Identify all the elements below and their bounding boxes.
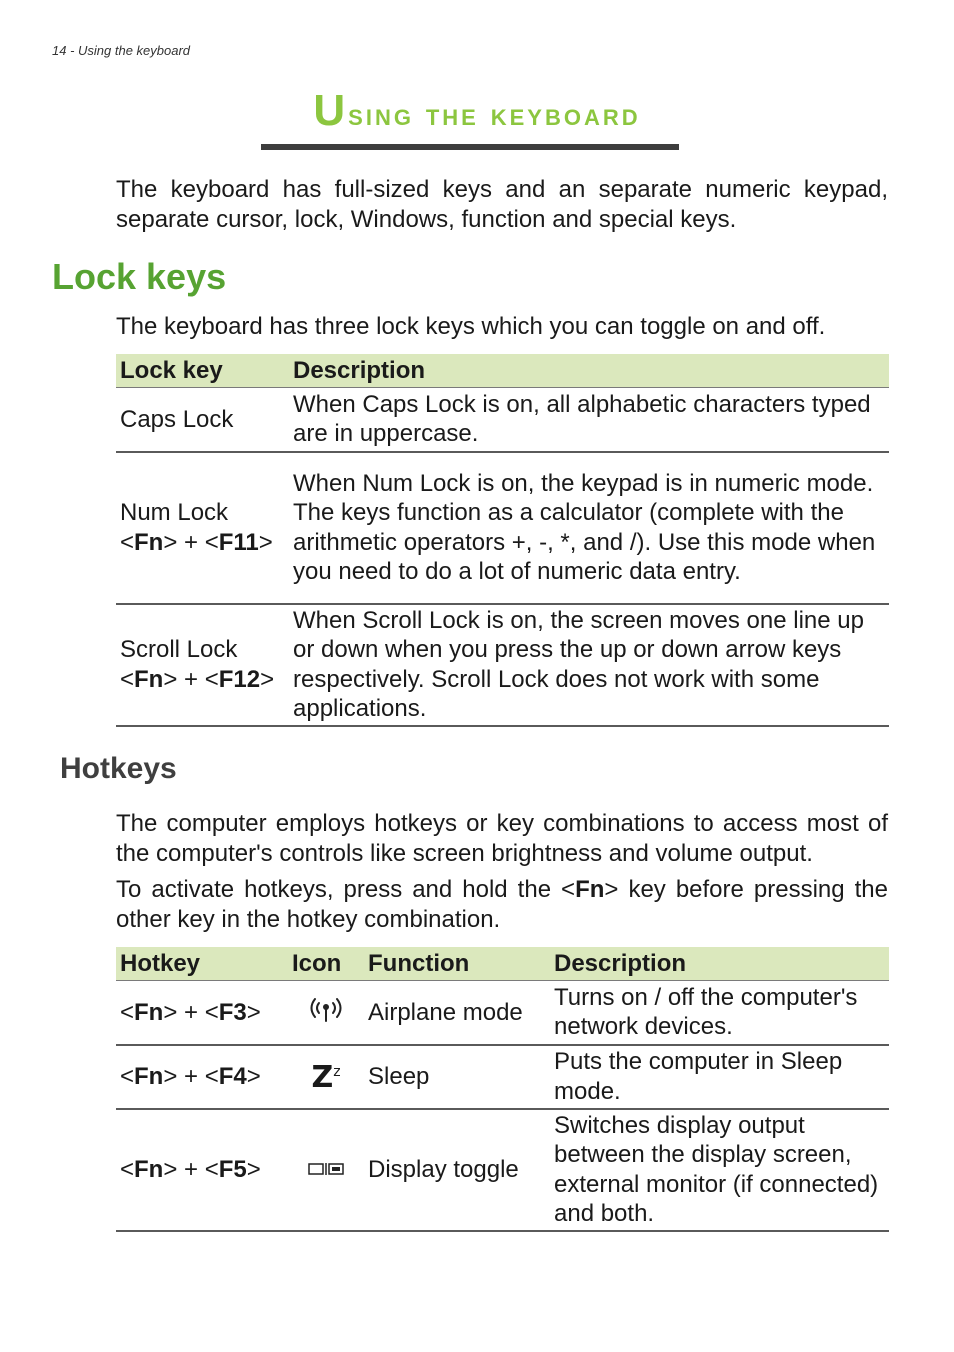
lock-key-cell [116, 604, 289, 726]
table-row [116, 981, 889, 1045]
running-head: 14 - Using the keyboard [52, 43, 191, 58]
lock-key-name: Scroll Lock [120, 636, 238, 663]
sleep-icon: $Z^z$ [288, 1045, 364, 1109]
airplane-mode-icon [288, 981, 364, 1045]
lock-keys-heading: Lock keys [52, 256, 227, 297]
col-icon: Icon [288, 947, 364, 981]
hotkey-combo: <Fn> + <F4> [116, 1045, 288, 1109]
hotkeys-intro: The computer employs hotkeys or key combinations to access most of the computer's controls like screen brightness and volume output. [116, 810, 888, 867]
chapter-intro: The keyboard has full-sized keys and an separate numeric keypad, separate cursor, lock, Windows, function and special keys. [116, 176, 888, 233]
hotkey-combo: <Fn> + <F3> [116, 981, 288, 1045]
table-row [116, 1109, 889, 1231]
hotkey-function: Sleep [364, 1045, 550, 1109]
col-lock-key: Lock key [116, 354, 289, 388]
lock-keys-intro: The keyboard has three lock keys which you can toggle on and off. [116, 313, 826, 340]
key-combo: <Fn> + <F12> [120, 665, 275, 693]
table-row [116, 452, 889, 604]
hotkey-description: Puts the computer in Sleep mode. [550, 1045, 889, 1109]
lock-key-description: When Scroll Lock is on, the screen moves one line up or down when you press the up or down arrow keys respectively. Scroll Lock does not work with some applications. [289, 604, 889, 726]
lock-keys-table [116, 354, 889, 727]
lock-table-header [116, 354, 889, 388]
chapter-title [0, 86, 954, 136]
table-row [116, 604, 889, 726]
col-description: Description [289, 354, 889, 388]
table-row [116, 388, 889, 452]
hotkeys-activation: To activate hotkeys, press and hold the <Fn> key before pressing the other key in the hotkey combination. [116, 876, 888, 933]
lock-key-cell [116, 452, 289, 604]
hotkey-description: Switches display output between the display screen, external monitor (if connected) and both. [550, 1109, 889, 1231]
chapter-title-initial: U [313, 86, 349, 135]
display-toggle-icon [288, 1109, 364, 1231]
hotkeys-heading: Hotkeys [60, 752, 177, 785]
key-combo: <Fn> + <F11> [120, 528, 273, 556]
display-toggle-icon-svg [306, 1161, 346, 1177]
hotkeys-table [116, 947, 889, 1232]
title-underline [261, 144, 679, 150]
lock-key-name: Caps Lock [116, 388, 289, 452]
hotkey-function: Display toggle [364, 1109, 550, 1231]
table-row [116, 1045, 889, 1109]
chapter-title-rest: sing the keyboard [348, 96, 641, 132]
hotkey-function: Airplane mode [364, 981, 550, 1045]
airplane-mode-icon-svg [306, 994, 346, 1024]
hotkey-table-header [116, 947, 889, 981]
hotkey-description: Turns on / off the computer's network devices. [550, 981, 889, 1045]
hotkey-combo: <Fn> + <F5> [116, 1109, 288, 1231]
lock-key-description: When Caps Lock is on, all alphabetic characters typed are in uppercase. [289, 388, 889, 452]
col-description: Description [550, 947, 889, 981]
col-function: Function [364, 947, 550, 981]
lock-key-description: When Num Lock is on, the keypad is in numeric mode. The keys function as a calculator (complete with the arithmetic operators +, -, *, and /). Use this mode when you need to do a lot of numeric data entry. [289, 452, 889, 604]
col-hotkey: Hotkey [116, 947, 288, 981]
lock-key-name: Num Lock [120, 499, 229, 526]
